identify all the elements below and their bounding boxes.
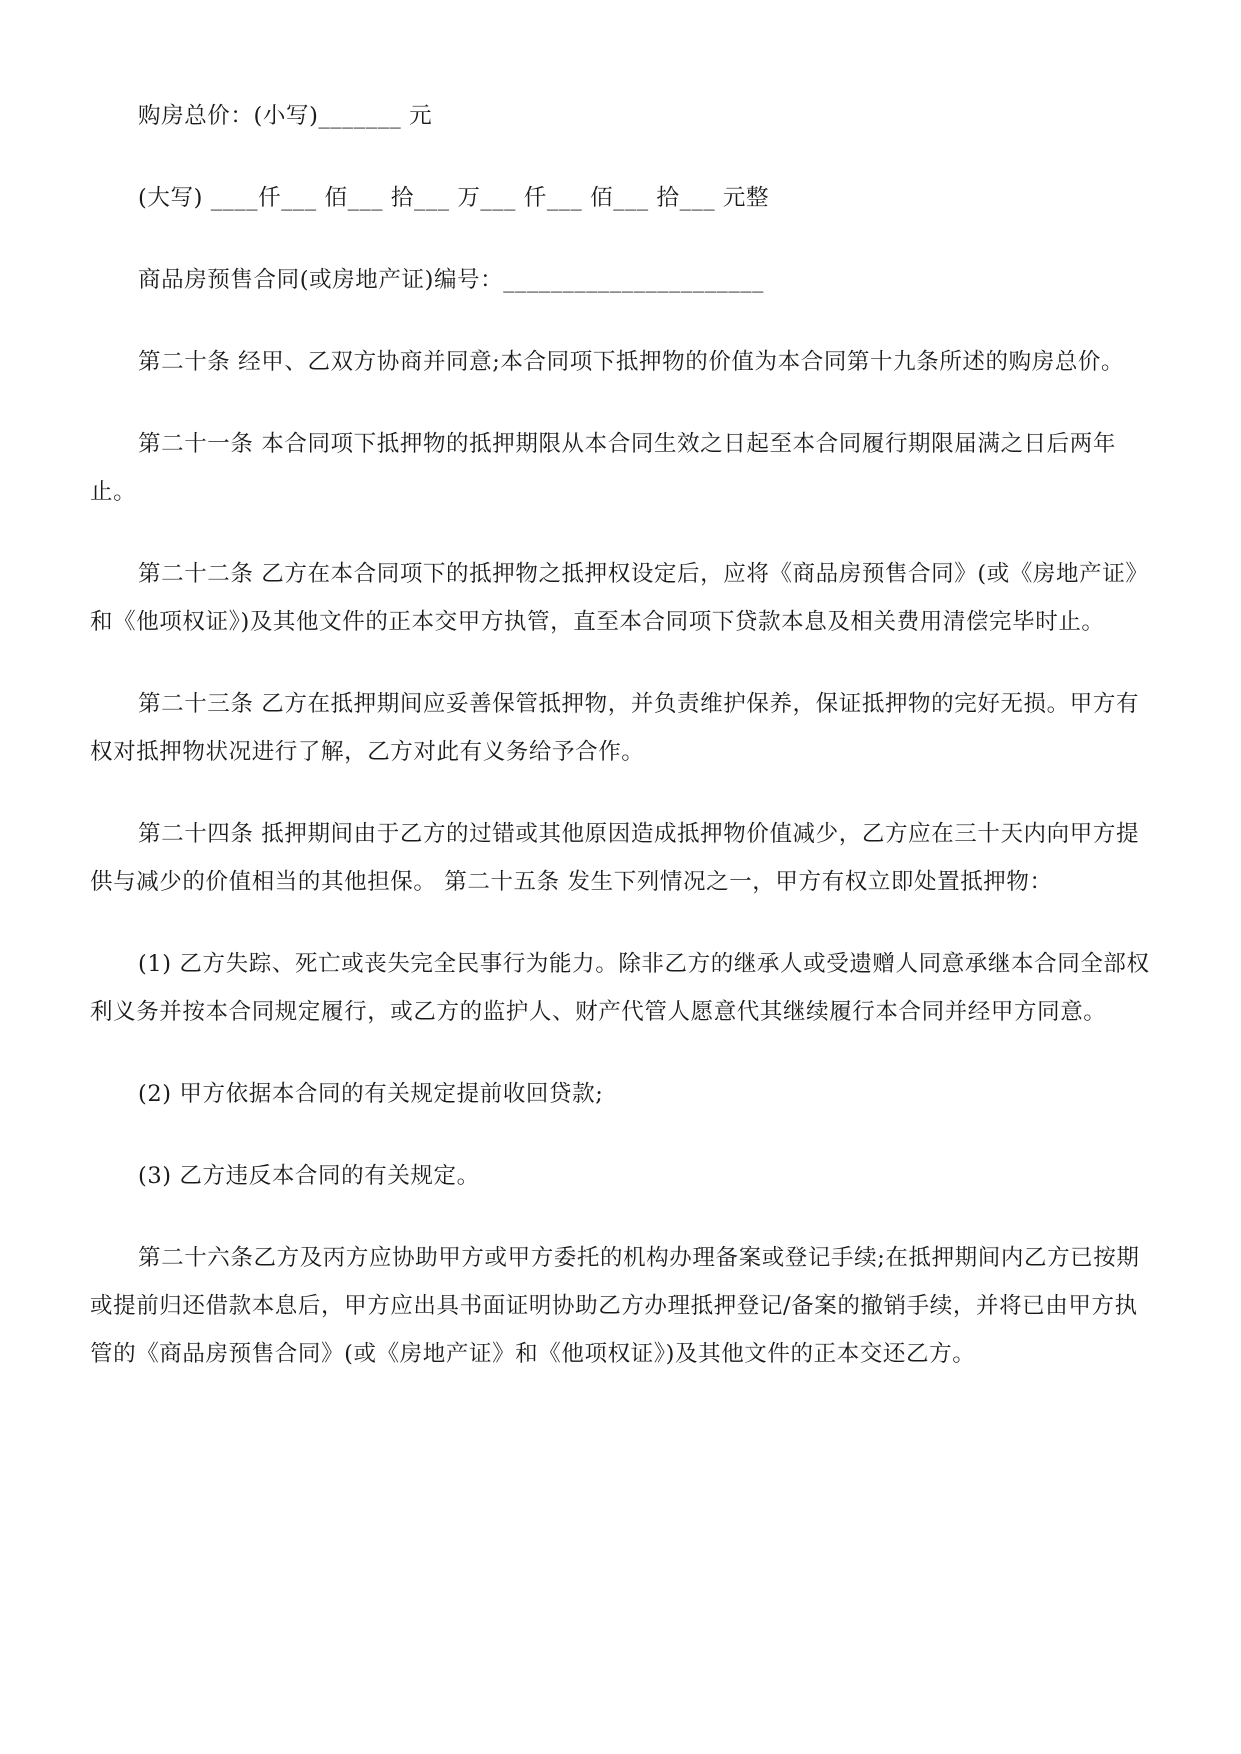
paragraph-article-26: 第二十六条乙方及丙方应协助甲方或甲方委托的机构办理备案或登记手续;在抵押期间内乙方已按期或提前归还借款本息后，甲方应出具书面证明协助乙方办理抵押登记/备案的撤销手续，并将已由甲方执管的《商品房预售合同》(或《房地产证》和《他项权证》)及其他文件的正本交还乙方。 xyxy=(90,1245,1140,1367)
paragraph-condition-2: (2) 甲方依据本合同的有关规定提前收回贷款; xyxy=(138,1081,604,1107)
paragraph-contract-number: 商品房预售合同(或房地产证)编号：______________________ xyxy=(138,267,764,293)
paragraph-article-22: 第二十二条 乙方在本合同项下的抵押物之抵押权设定后，应将《商品房预售合同》(或《房地产证》和《他项权证》)及其他文件的正本交甲方执管，直至本合同项下贷款本息及相关费用清偿完毕时止。 xyxy=(90,561,1149,635)
paragraph-article-21: 第二十一条 本合同项下抵押物的抵押期限从本合同生效之日起至本合同履行期限届满之日后两年止。 xyxy=(90,431,1116,505)
paragraph-article-23: 第二十三条 乙方在抵押期间应妥善保管抵押物，并负责维护保养，保证抵押物的完好无损。甲方有权对抵押物状况进行了解，乙方对此有义务给予合作。 xyxy=(90,691,1140,765)
paragraph-article-24-25: 第二十四条 抵押期间由于乙方的过错或其他原因造成抵押物价值减少，乙方应在三十天内向甲方提供与减少的价值相当的其他担保。 第二十五条 发生下列情况之一，甲方有权立即处置抵押物： xyxy=(90,821,1140,895)
paragraph-condition-3: (3) 乙方违反本合同的有关规定。 xyxy=(138,1163,480,1189)
paragraph-condition-1: (1) 乙方失踪、死亡或丧失完全民事行为能力。除非乙方的继承人或受遗赠人同意承继本合同全部权利义务并按本合同规定履行，或乙方的监护人、财产代管人愿意代其继续履行本合同并经甲方同意。 xyxy=(90,951,1150,1025)
document-body xyxy=(90,92,1160,1378)
paragraph-total-price-uppercase: (大写) ____仟___ 佰___ 拾___ 万___ 仟___ 佰___ 拾___ 元整 xyxy=(138,185,770,211)
paragraph-article-20: 第二十条 经甲、乙双方协商并同意;本合同项下抵押物的价值为本合同第十九条所述的购房总价。 xyxy=(138,349,1125,375)
paragraph-total-price-lowercase: 购房总价：(小写)_______ 元 xyxy=(138,103,433,129)
